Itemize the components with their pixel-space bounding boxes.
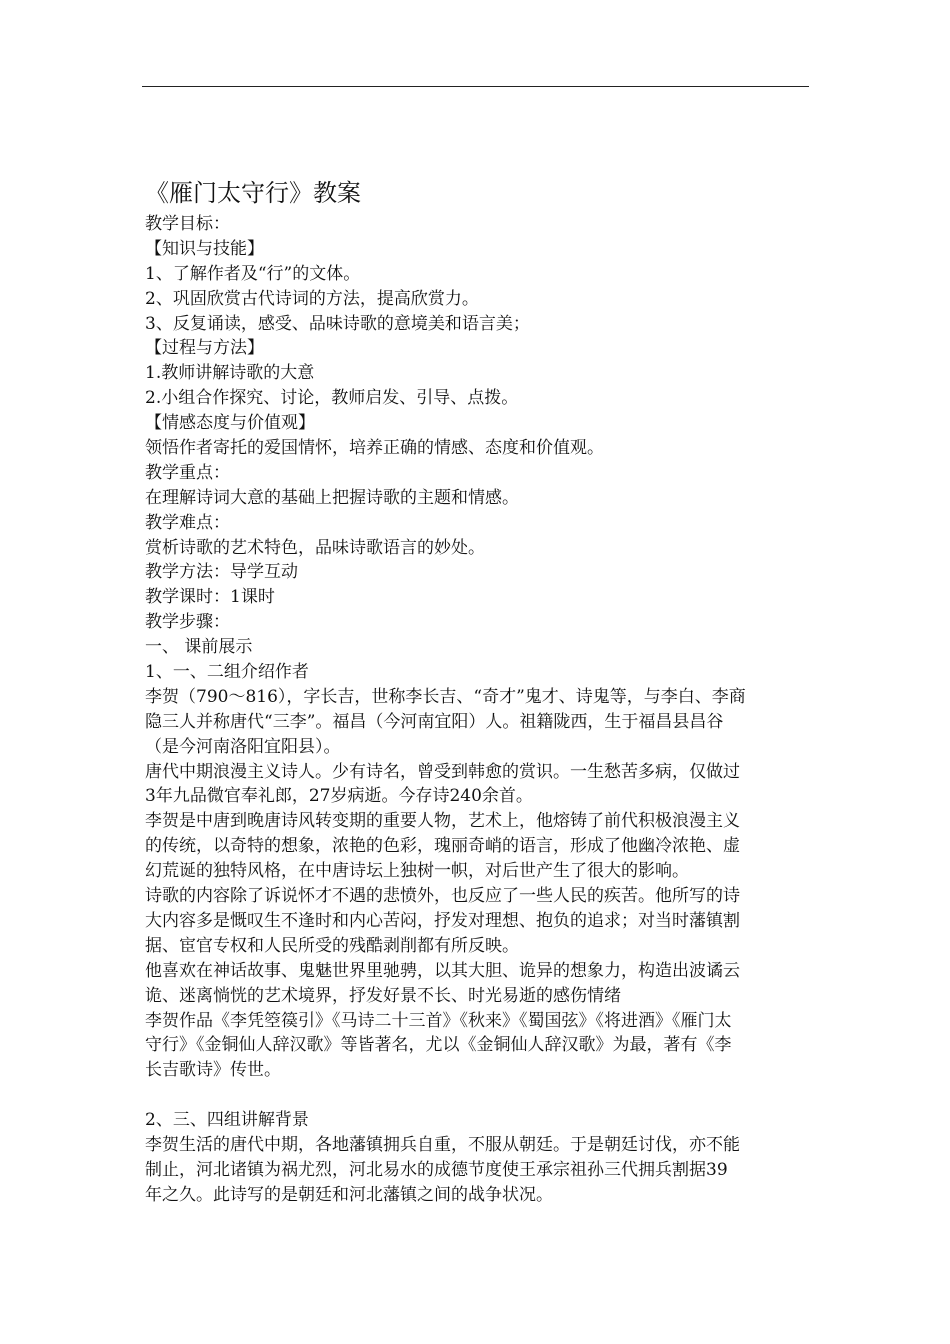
- text-line: 教学方法：导学互动: [145, 562, 298, 583]
- text-line: 教学课时：1课时: [145, 587, 275, 608]
- text-line: 他喜欢在神话故事、鬼魅世界里驰骋，以其大胆、诡异的想象力，构造出波谲云: [145, 960, 740, 981]
- text-line: 3年九品微官奉礼郎，27岁病逝。今存诗240余首。: [145, 786, 533, 807]
- text-line: 守行》《金铜仙人辞汉歌》等皆著名，尤以《金铜仙人辞汉歌》为最，著有《李: [145, 1035, 732, 1056]
- text-line: 李贺（790～816），字长吉，世称李长吉、“奇才”鬼才、诗鬼等，与李白、李商: [145, 686, 746, 707]
- text-line: 年之久。此诗写的是朝廷和河北藩镇之间的战争状况。: [145, 1184, 553, 1205]
- text-line: 1、了解作者及“行”的文体。: [145, 263, 361, 284]
- text-line: 李贺是中唐到晚唐诗风转变期的重要人物，艺术上，他熔铸了前代积极浪漫主义: [145, 811, 740, 832]
- text-line: 隐三人并称唐代“三李”。福昌（今河南宜阳）人。祖籍陇西，生于福昌县昌谷: [145, 711, 724, 732]
- text-line: 【知识与技能】: [145, 238, 264, 259]
- document-body: [145, 178, 809, 1208]
- text-line: 诡、迷离惝恍的艺术境界，抒发好景不长、时光易逝的感伤情绪: [145, 985, 621, 1006]
- text-line: 教学步骤：: [145, 612, 230, 633]
- text-line: 1、一、二组介绍作者: [145, 662, 309, 683]
- blank-line: [145, 1083, 809, 1108]
- text-line: 制止，河北诸镇为祸尤烈，河北易水的成德节度使王承宗祖孙三代拥兵割据39: [145, 1159, 728, 1180]
- text-line: 李贺作品《李凭箜篌引》《马诗二十三首》《秋来》《蜀国弦》《将进酒》《雁门太: [145, 1010, 732, 1031]
- text-line: 领悟作者寄托的爱国情怀，培养正确的情感、态度和价值观。: [145, 438, 604, 459]
- document-lines: [145, 212, 809, 1208]
- text-line: 在理解诗词大意的基础上把握诗歌的主题和情感。: [145, 487, 519, 508]
- text-line: 2、三、四组讲解背景: [145, 1110, 309, 1131]
- text-line: 2、巩固欣赏古代诗词的方法，提高欣赏力。: [145, 288, 479, 309]
- text-line: 一、 课前展示: [145, 637, 253, 658]
- text-line: 【过程与方法】: [145, 338, 264, 359]
- text-line: 教学难点：: [145, 512, 230, 533]
- text-line: 唐代中期浪漫主义诗人。少有诗名，曾受到韩愈的赏识。一生愁苦多病，仅做过: [145, 761, 740, 782]
- text-line: 1.教师讲解诗歌的大意: [145, 363, 315, 384]
- text-line: 据、宦官专权和人民所受的残酷剥削都有所反映。: [145, 935, 519, 956]
- text-line: （是今河南洛阳宜阳县）。: [145, 736, 341, 757]
- text-line: 2.小组合作探究、讨论，教师启发、引导、点拨。: [145, 388, 519, 409]
- text-line: 教学目标：: [145, 214, 230, 234]
- text-line: 教学重点：: [145, 462, 230, 483]
- text-line: 的传统，以奇特的想象，浓艳的色彩，瑰丽奇峭的语言，形成了他幽冷浓艳、虚: [145, 836, 740, 857]
- text-line: 【情感态度与价值观】: [145, 413, 315, 434]
- text-line: 李贺生活的唐代中期，各地藩镇拥兵自重，不服从朝廷。于是朝廷讨伐，亦不能: [145, 1134, 740, 1155]
- text-line: 3、反复诵读，感受、品味诗歌的意境美和语言美；: [145, 313, 530, 334]
- header-rule: [142, 86, 809, 87]
- text-line: 赏析诗歌的艺术特色，品味诗歌语言的妙处。: [145, 537, 485, 558]
- text-line: 大内容多是慨叹生不逢时和内心苦闷，抒发对理想、抱负的追求；对当时藩镇割: [145, 910, 740, 931]
- document-title: 《雁门太守行》教案: [145, 179, 361, 207]
- text-line: 长吉歌诗》传世。: [145, 1060, 281, 1081]
- text-line: 幻荒诞的独特风格，在中唐诗坛上独树一帜，对后世产生了很大的影响。: [145, 861, 689, 882]
- text-line: 诗歌的内容除了诉说怀才不遇的悲愤外，也反应了一些人民的疾苦。他所写的诗: [145, 886, 740, 907]
